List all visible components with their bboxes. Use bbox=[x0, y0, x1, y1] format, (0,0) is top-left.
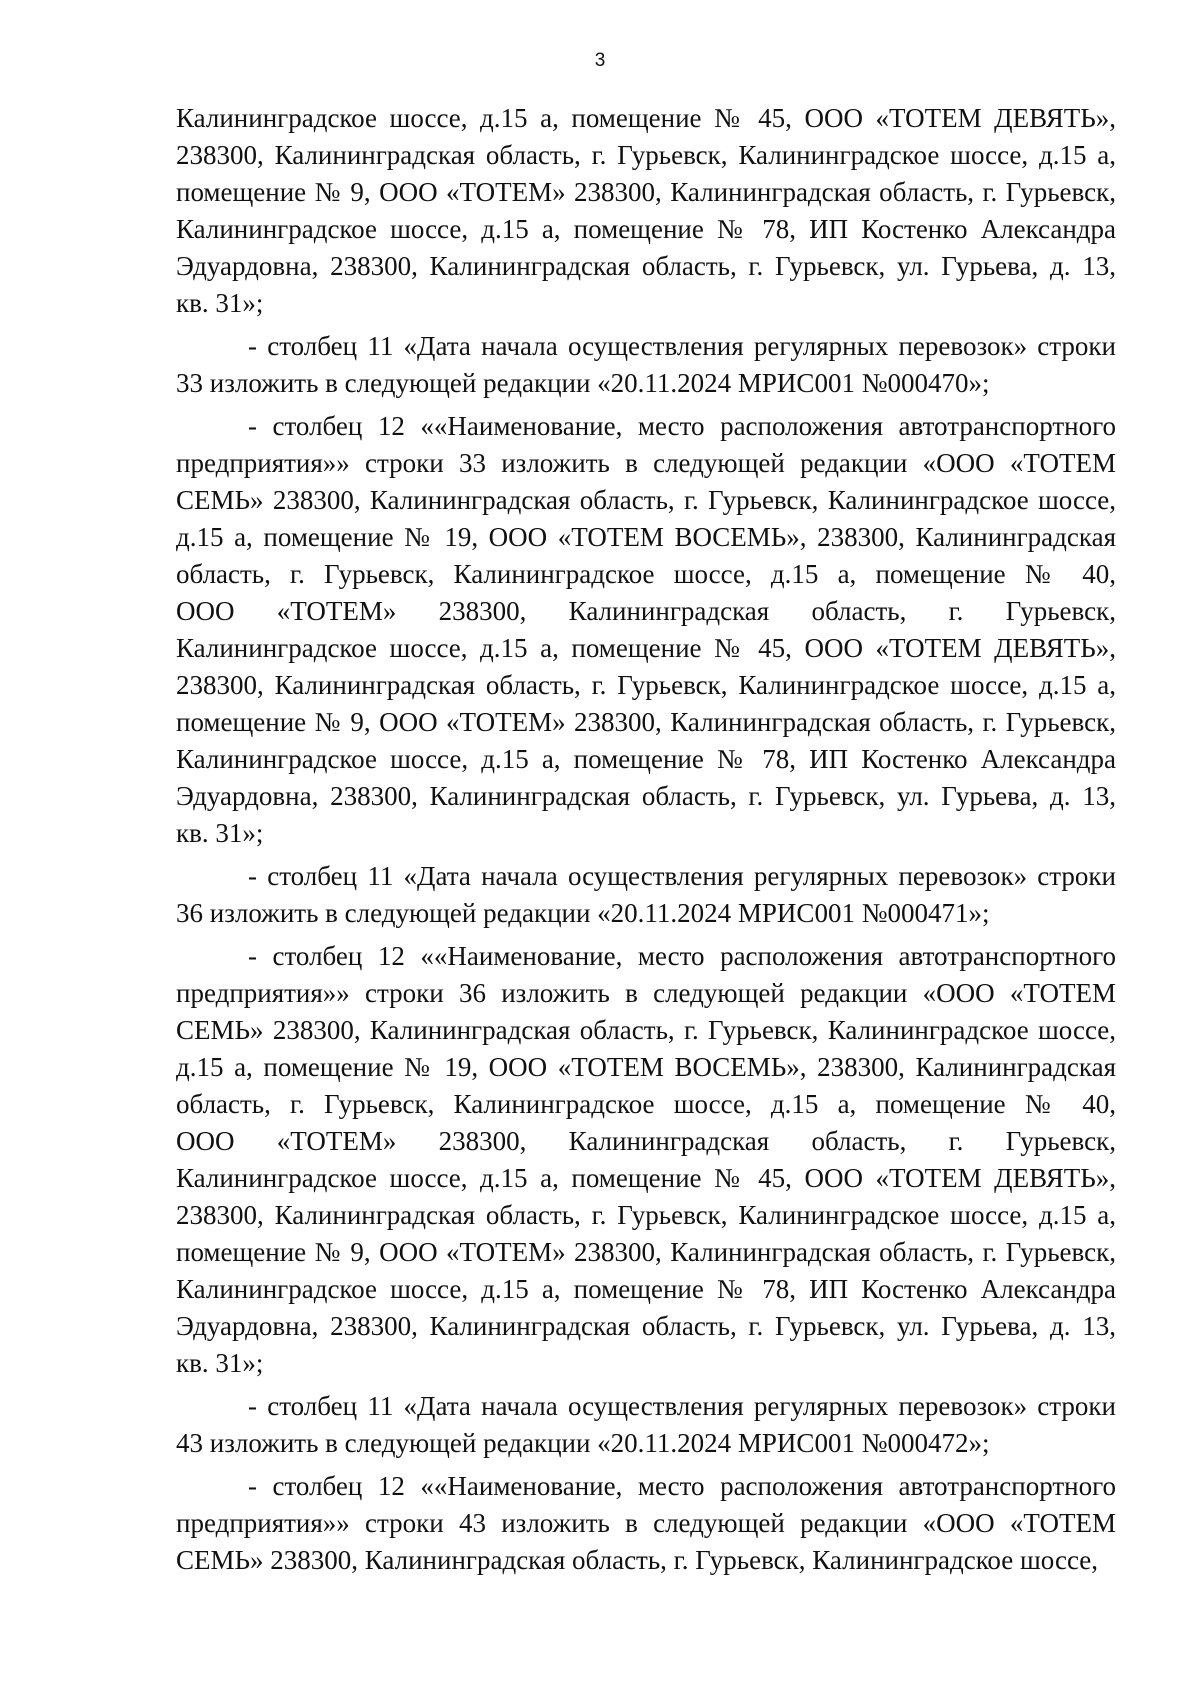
text-line: Калининградское шоссе, д.15 а, помещение № 78, ИП Костенко Александра bbox=[176, 214, 1116, 244]
text-line: кв. 31»; bbox=[176, 288, 264, 318]
text-line: - столбец 12 ««Наименование, место расположения автотранспортного bbox=[248, 411, 1116, 441]
text-line: Калининградское шоссе, д.15 а, помещение № 45, ООО «ТОТЕМ ДЕВЯТЬ», bbox=[176, 1163, 1116, 1193]
text-line: - столбец 12 ««Наименование, место расположения автотранспортного bbox=[248, 1471, 1116, 1501]
text-line: - столбец 11 «Дата начала осуществления регулярных перевозок» строки bbox=[248, 1391, 1116, 1421]
text-line: Эдуардовна, 238300, Калининградская область, г. Гурьевск, ул. Гурьева, д. 13, bbox=[176, 781, 1116, 811]
text-line: Эдуардовна, 238300, Калининградская область, г. Гурьевск, ул. Гурьева, д. 13, bbox=[176, 1311, 1116, 1341]
text-line: - столбец 11 «Дата начала осуществления регулярных перевозок» строки bbox=[248, 331, 1116, 361]
text-line: 238300, Калининградская область, г. Гурьевск, Калининградское шоссе, д.15 а, bbox=[176, 140, 1116, 170]
text-line: помещение № 9, ООО «ТОТЕМ» 238300, Калининградская область, г. Гурьевск, bbox=[176, 177, 1116, 207]
paragraph bbox=[176, 328, 1116, 402]
text-line: кв. 31»; bbox=[176, 1348, 264, 1378]
text-line: предприятия»» строки 36 изложить в следующей редакции «ООО «ТОТЕМ bbox=[176, 978, 1116, 1008]
paragraph bbox=[176, 408, 1116, 852]
text-line: Эдуардовна, 238300, Калининградская область, г. Гурьевск, ул. Гурьева, д. 13, bbox=[176, 251, 1116, 281]
text-line: помещение № 9, ООО «ТОТЕМ» 238300, Калининградская область, г. Гурьевск, bbox=[176, 1237, 1116, 1267]
text-line: СЕМЬ» 238300, Калининградская область, г. Гурьевск, Калининградское шоссе, bbox=[176, 1545, 1098, 1575]
text-line: 43 изложить в следующей редакции «20.11.2024 МРИС001 №000472»; bbox=[176, 1428, 990, 1458]
paragraph bbox=[176, 1468, 1116, 1579]
paragraph bbox=[176, 938, 1116, 1382]
text-line: Калининградское шоссе, д.15 а, помещение № 78, ИП Костенко Александра bbox=[176, 744, 1116, 774]
text-line: 238300, Калининградская область, г. Гурьевск, Калининградское шоссе, д.15 а, bbox=[176, 670, 1116, 700]
text-line: - столбец 11 «Дата начала осуществления регулярных перевозок» строки bbox=[248, 861, 1116, 891]
text-line: предприятия»» строки 43 изложить в следующей редакции «ООО «ТОТЕМ bbox=[176, 1508, 1116, 1538]
text-line: 33 изложить в следующей редакции «20.11.2024 МРИС001 №000470»; bbox=[176, 368, 990, 398]
text-line: 36 изложить в следующей редакции «20.11.2024 МРИС001 №000471»; bbox=[176, 898, 990, 928]
text-line: ООО «ТОТЕМ» 238300, Калининградская область, г. Гурьевск, bbox=[176, 596, 1116, 626]
text-line: ООО «ТОТЕМ» 238300, Калининградская область, г. Гурьевск, bbox=[176, 1126, 1116, 1156]
document-body bbox=[176, 100, 1116, 1579]
text-line: область, г. Гурьевск, Калининградское шоссе, д.15 а, помещение № 40, bbox=[176, 559, 1116, 589]
text-line: Калининградское шоссе, д.15 а, помещение № 78, ИП Костенко Александра bbox=[176, 1274, 1116, 1304]
text-line: СЕМЬ» 238300, Калининградская область, г. Гурьевск, Калининградское шоссе, bbox=[176, 485, 1116, 515]
text-line: помещение № 9, ООО «ТОТЕМ» 238300, Калининградская область, г. Гурьевск, bbox=[176, 707, 1116, 737]
text-line: 238300, Калининградская область, г. Гурьевск, Калининградское шоссе, д.15 а, bbox=[176, 1200, 1116, 1230]
paragraph bbox=[176, 858, 1116, 932]
paragraph bbox=[176, 100, 1116, 322]
text-line: область, г. Гурьевск, Калининградское шоссе, д.15 а, помещение № 40, bbox=[176, 1089, 1116, 1119]
text-line: д.15 а, помещение № 19, ООО «ТОТЕМ ВОСЕМЬ», 238300, Калининградская bbox=[176, 522, 1116, 552]
text-line: д.15 а, помещение № 19, ООО «ТОТЕМ ВОСЕМЬ», 238300, Калининградская bbox=[176, 1052, 1116, 1082]
page-number: 3 bbox=[594, 50, 606, 71]
text-line: Калининградское шоссе, д.15 а, помещение № 45, ООО «ТОТЕМ ДЕВЯТЬ», bbox=[176, 633, 1116, 663]
text-line: Калининградское шоссе, д.15 а, помещение № 45, ООО «ТОТЕМ ДЕВЯТЬ», bbox=[176, 103, 1116, 133]
text-line: кв. 31»; bbox=[176, 818, 264, 848]
text-line: предприятия»» строки 33 изложить в следующей редакции «ООО «ТОТЕМ bbox=[176, 448, 1116, 478]
text-line: - столбец 12 ««Наименование, место расположения автотранспортного bbox=[248, 941, 1116, 971]
text-line: СЕМЬ» 238300, Калининградская область, г. Гурьевск, Калининградское шоссе, bbox=[176, 1015, 1116, 1045]
paragraph bbox=[176, 1388, 1116, 1462]
